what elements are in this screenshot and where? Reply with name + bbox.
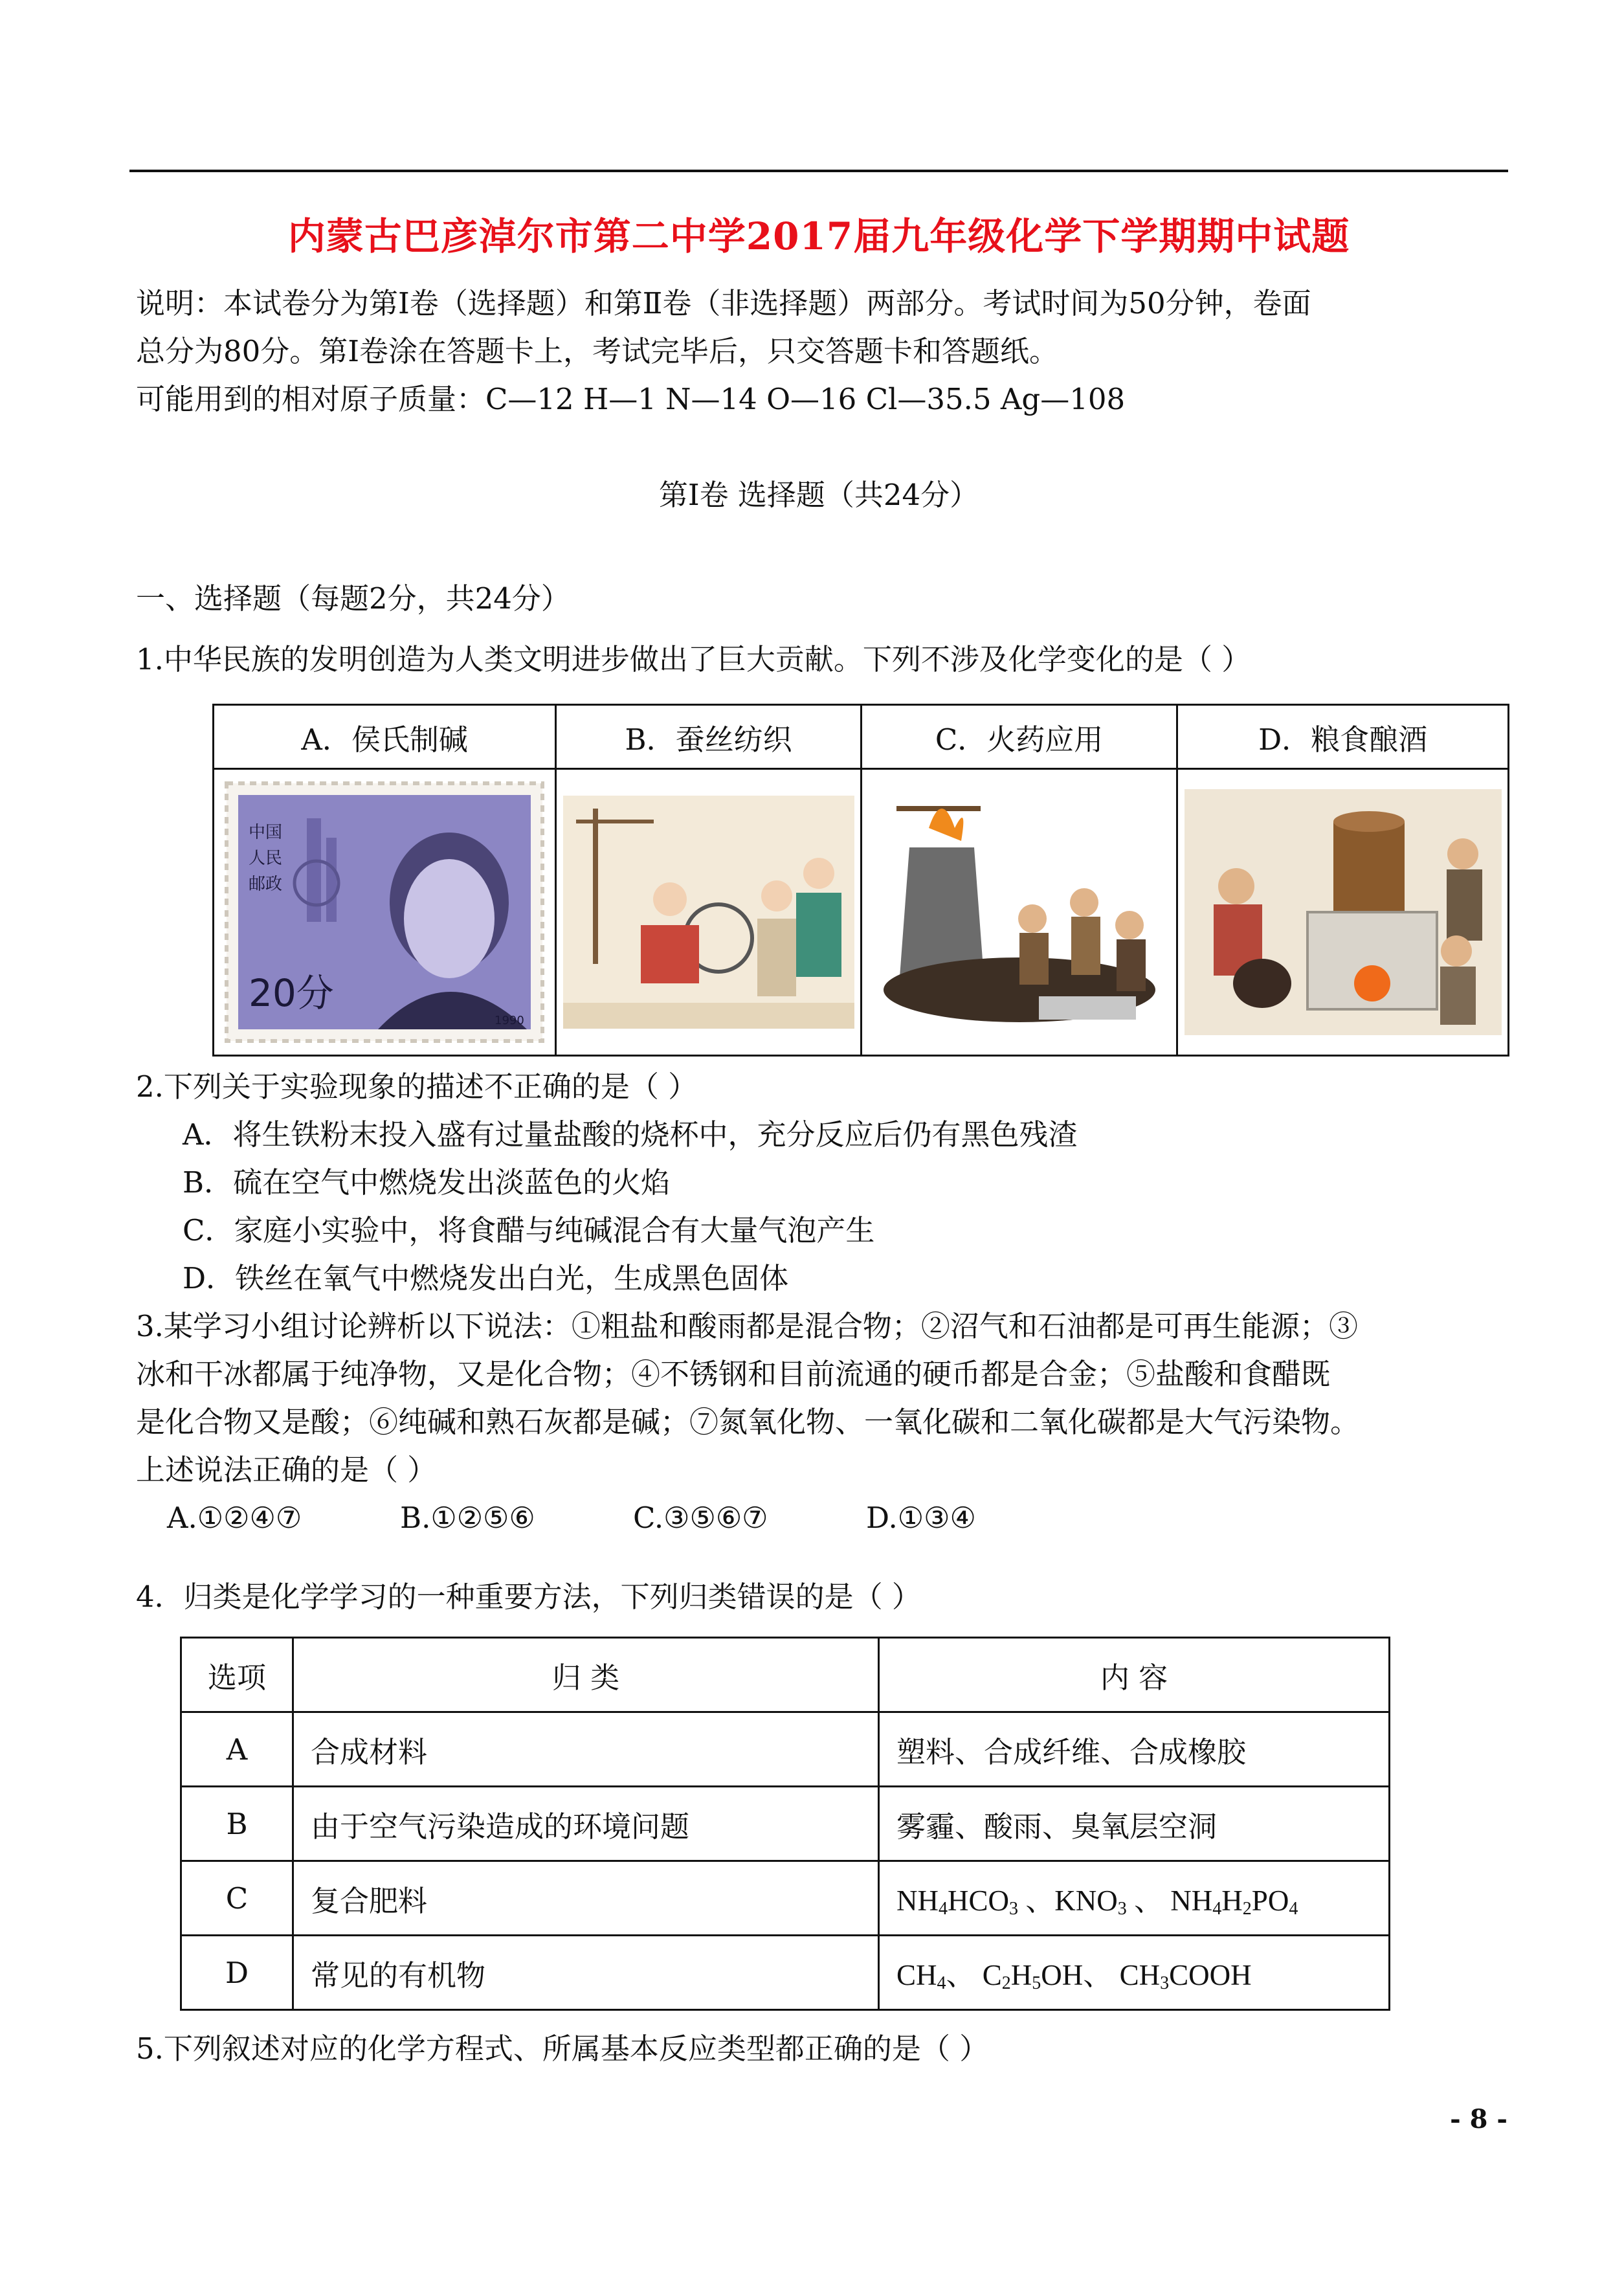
row-option: A [181, 1712, 293, 1787]
liquor-brewing-illustration [1185, 789, 1502, 1035]
part1-heading: 一、选择题（每题2分，共24分） [136, 581, 570, 616]
row-content-formula: $NH_4HCO_3$ 、$KNO_3$ 、 $NH_4H_2PO_4$ [879, 1861, 1390, 1936]
q5-stem: 5.下列叙述对应的化学方程式、所属基本反应类型都正确的是（ ） [136, 2031, 989, 2066]
page-number: - 8 - [1450, 2104, 1507, 2134]
stamp-illustration [223, 779, 546, 1045]
q4-stem: 4．归类是化学学习的一种重要方法，下列归类错误的是（ ） [136, 1580, 921, 1614]
q1-option-d[interactable]: D．粮食酿酒 [1177, 705, 1509, 769]
q1-image-b [556, 769, 862, 1056]
q1-option-c[interactable]: C．火药应用 [861, 705, 1177, 769]
row-category: 复合肥料 [293, 1861, 879, 1936]
q2-stem: 2.下列关于实验现象的描述不正确的是（ ） [136, 1069, 698, 1104]
row-content: 塑料、合成纤维、合成橡胶 [879, 1712, 1390, 1787]
table-header-row [181, 1638, 1390, 1712]
section-title: 第Ⅰ卷 选择题（共24分） [658, 478, 979, 512]
row-content-formula: $CH_4$、 $C_2H_5OH$、 $CH_3COOH$ [879, 1936, 1390, 2010]
atomic-mass-line: 可能用到的相对原子质量：C—12 H—1 N—14 O—16 Cl—35.5 Ag—108 [136, 382, 1126, 416]
table-row[interactable] [181, 1712, 1390, 1787]
q3-line-1: 3.某学习小组讨论辨析以下说法：①粗盐和酸雨都是混合物；②沼气和石油都是可再生能源；③ [136, 1309, 1358, 1343]
q4-classification-table [180, 1637, 1390, 2011]
stamp-year: 1990 [495, 1014, 524, 1027]
q3-option-d[interactable]: D.①③④ [866, 1501, 976, 1535]
row-content: 雾霾、酸雨、臭氧层空洞 [879, 1787, 1390, 1861]
q1-option-b[interactable]: B．蚕丝纺织 [556, 705, 862, 769]
q2-option-a[interactable]: A．将生铁粉末投入盛有过量盐酸的烧杯中，充分反应后仍有黑色残渣 [183, 1117, 1078, 1152]
gunpowder-illustration [871, 789, 1168, 1035]
q2-option-c[interactable]: C．家庭小实验中，将食醋与纯碱混合有大量气泡产生 [183, 1213, 875, 1247]
q3-option-c[interactable]: C.③⑤⑥⑦ [633, 1501, 768, 1535]
page-title: 内蒙古巴彦淖尔市第二中学2017届九年级化学下学期期中试题 [287, 214, 1350, 258]
q1-image-a [214, 769, 556, 1056]
table-row[interactable] [181, 1936, 1390, 2010]
q3-option-a[interactable]: A.①②④⑦ [167, 1501, 302, 1535]
header-category: 归 类 [293, 1638, 879, 1712]
row-option: C [181, 1861, 293, 1936]
q1-stem: 1.中华民族的发明创造为人类文明进步做出了巨大贡献。下列不涉及化学变化的是（ ） [136, 642, 1251, 677]
q2-option-d[interactable]: D．铁丝在氧气中燃烧发出白光，生成黑色固体 [183, 1261, 789, 1295]
row-category: 合成材料 [293, 1712, 879, 1787]
instructions-line-2: 总分为80分。第Ⅰ卷涂在答题卡上，考试完毕后，只交答题卡和答题纸。 [136, 334, 1059, 368]
row-category: 常见的有机物 [293, 1936, 879, 2010]
silk-weaving-illustration [563, 796, 854, 1029]
q1-option-a[interactable]: A．侯氏制碱 [214, 705, 556, 769]
q1-image-c [861, 769, 1177, 1056]
row-category: 由于空气污染造成的环境问题 [293, 1787, 879, 1861]
stamp-value: 20分 [249, 971, 334, 1015]
instructions-line-1: 说明：本试卷分为第Ⅰ卷（选择题）和第Ⅱ卷（非选择题）两部分。考试时间为50分钟，卷面 [136, 286, 1311, 320]
q3-line-4: 上述说法正确的是（ ） [136, 1453, 437, 1487]
table-row[interactable] [181, 1861, 1390, 1936]
row-option: D [181, 1936, 293, 2010]
q1-options-table [212, 704, 1509, 1057]
header-rule [129, 170, 1508, 172]
header-content: 内 容 [879, 1638, 1390, 1712]
q1-image-d [1177, 769, 1509, 1056]
q3-line-3: 是化合物又是酸；⑥纯碱和熟石灰都是碱；⑦氮氧化物、一氧化碳和二氧化碳都是大气污染物。 [136, 1405, 1360, 1439]
row-option: B [181, 1787, 293, 1861]
header-option: 选项 [181, 1638, 293, 1712]
q3-line-2: 冰和干冰都属于纯净物，又是化合物；④不锈钢和目前流通的硬币都是合金；⑤盐酸和食醋既 [136, 1357, 1331, 1391]
q3-option-b[interactable]: B.①②⑤⑥ [400, 1501, 535, 1535]
table-row[interactable] [181, 1787, 1390, 1861]
q2-option-b[interactable]: B．硫在空气中燃烧发出淡蓝色的火焰 [183, 1165, 671, 1200]
stamp-country: 中国 [249, 823, 283, 842]
svg-text:邮政: 邮政 [249, 875, 283, 894]
svg-text:人民: 人民 [249, 849, 283, 868]
